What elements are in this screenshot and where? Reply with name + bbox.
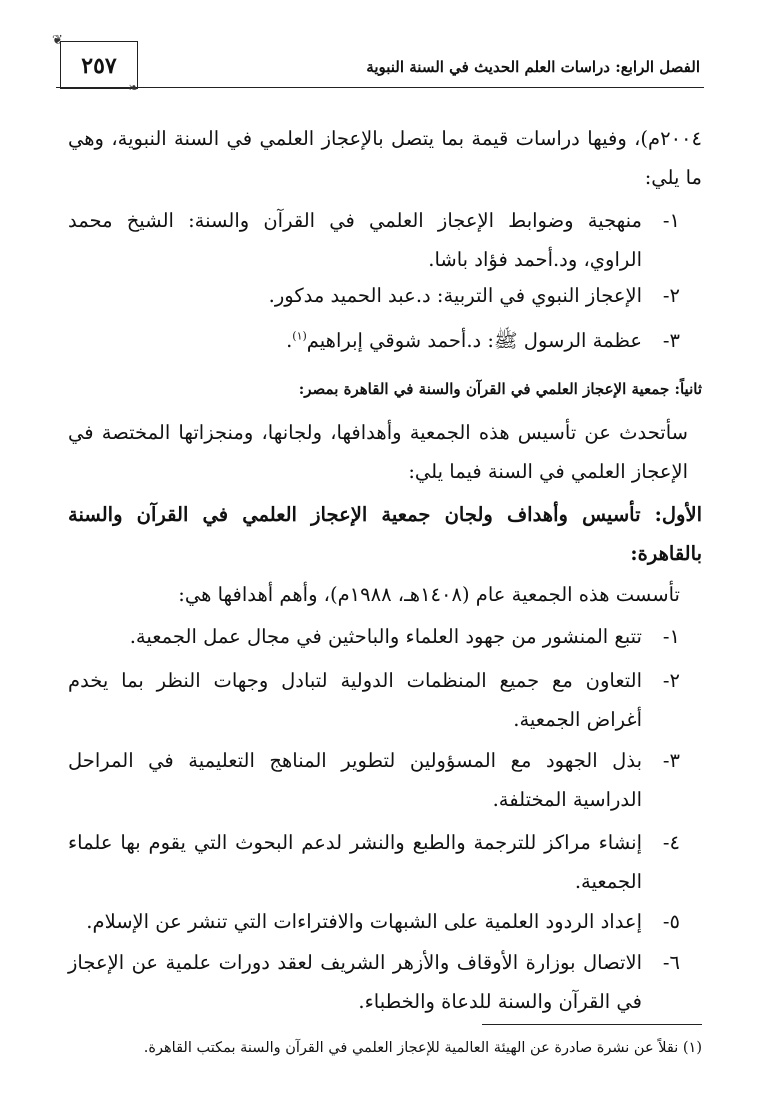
list-item [68,741,702,819]
corner-ornament-icon: ❦ [52,33,63,48]
footnote-rule [482,1024,702,1025]
running-header: الفصل الرابع: دراسات العلم الحديث في السنة النبوية [366,58,700,76]
list-number: ٢- [662,669,680,692]
intro-paragraph: ٢٠٠٤م)، وفيها دراسات قيمة بما يتصل بالإعجاز العلمي في السنة النبوية، وهي ما يلي: [68,127,702,189]
subsection-heading: الأول: تأسيس وأهداف ولجان جمعية الإعجاز العلمي في القرآن والسنة بالقاهرة: [68,503,702,565]
list-text: الإعجاز النبوي في التربية: د.عبد الحميد مدكور. [268,284,642,307]
list-text [68,321,642,360]
subsection-paragraph: تأسست هذه الجمعية عام (١٤٠٨هـ، ١٩٨٨م)، وأهم أهدافها هي: [178,583,680,606]
list-item [68,902,702,941]
header-rule [56,87,704,88]
list-number: ٣- [662,749,680,772]
footnote-reference: (١) [292,329,307,343]
list-text: التعاون مع جميع المنظمات الدولية لتبادل وجهات النظر بما يخدم أغراض الجمعية. [68,669,642,731]
list-item [68,943,702,1021]
list-text: إعداد الردود العلمية على الشبهات والافتراءات التي تنشر عن الإسلام. [86,910,642,933]
section-heading: ثانياً: جمعية الإعجاز العلمي في القرآن والسنة في القاهرة بمصر: [298,380,702,398]
list-number: ٣- [662,329,680,352]
list-item [68,321,702,360]
list-item [68,617,702,656]
list-number: ١- [662,625,680,648]
list-text: منهجية وضوابط الإعجاز العلمي في القرآن والسنة: الشيخ محمد الراوي، ود.أحمد فؤاد باشا. [68,209,642,271]
section-paragraph: سأتحدث عن تأسيس هذه الجمعية وأهدافها، ولجانها، ومنجزاتها المختصة في الإعجاز العلمي في السنة فيما يلي: [68,421,688,483]
list-item [68,823,702,901]
list-text: الاتصال بوزارة الأوقاف والأزهر الشريف لعقد دورات علمية عن الإعجاز في القرآن والسنة للدعاة والخطباء. [68,951,642,1013]
page-number-box [60,41,138,89]
list-text-end: . [286,329,293,352]
list-text: بذل الجهود مع المسؤولين لتطوير المناهج التعليمية في المراحل الدراسية المختلفة. [68,749,642,811]
list-text: تتبع المنشور من جهود العلماء والباحثين في مجال عمل الجمعية. [129,625,642,648]
footnote: (١) نقلاً عن نشرة صادرة عن الهيئة العالمية للإعجاز العلمي في القرآن والسنة بمكتب القاهرة. [143,1040,702,1056]
corner-ornament-icon: ❧ [128,81,139,96]
list-number: ٦- [662,951,680,974]
list-item [68,201,702,279]
list-text-main: عظمة الرسول ﷺ: د.أحمد شوقي إبراهيم [306,329,642,352]
list-number: ٥- [662,910,680,933]
list-number: ٤- [662,831,680,854]
list-text: إنشاء مراكز للترجمة والطبع والنشر لدعم البحوث التي يقوم بها علماء الجمعية. [68,831,642,893]
list-item [68,276,702,315]
page-number: ٢٥٧ [81,53,117,79]
list-item [68,661,702,739]
list-number: ١- [662,209,680,232]
list-number: ٢- [662,284,680,307]
